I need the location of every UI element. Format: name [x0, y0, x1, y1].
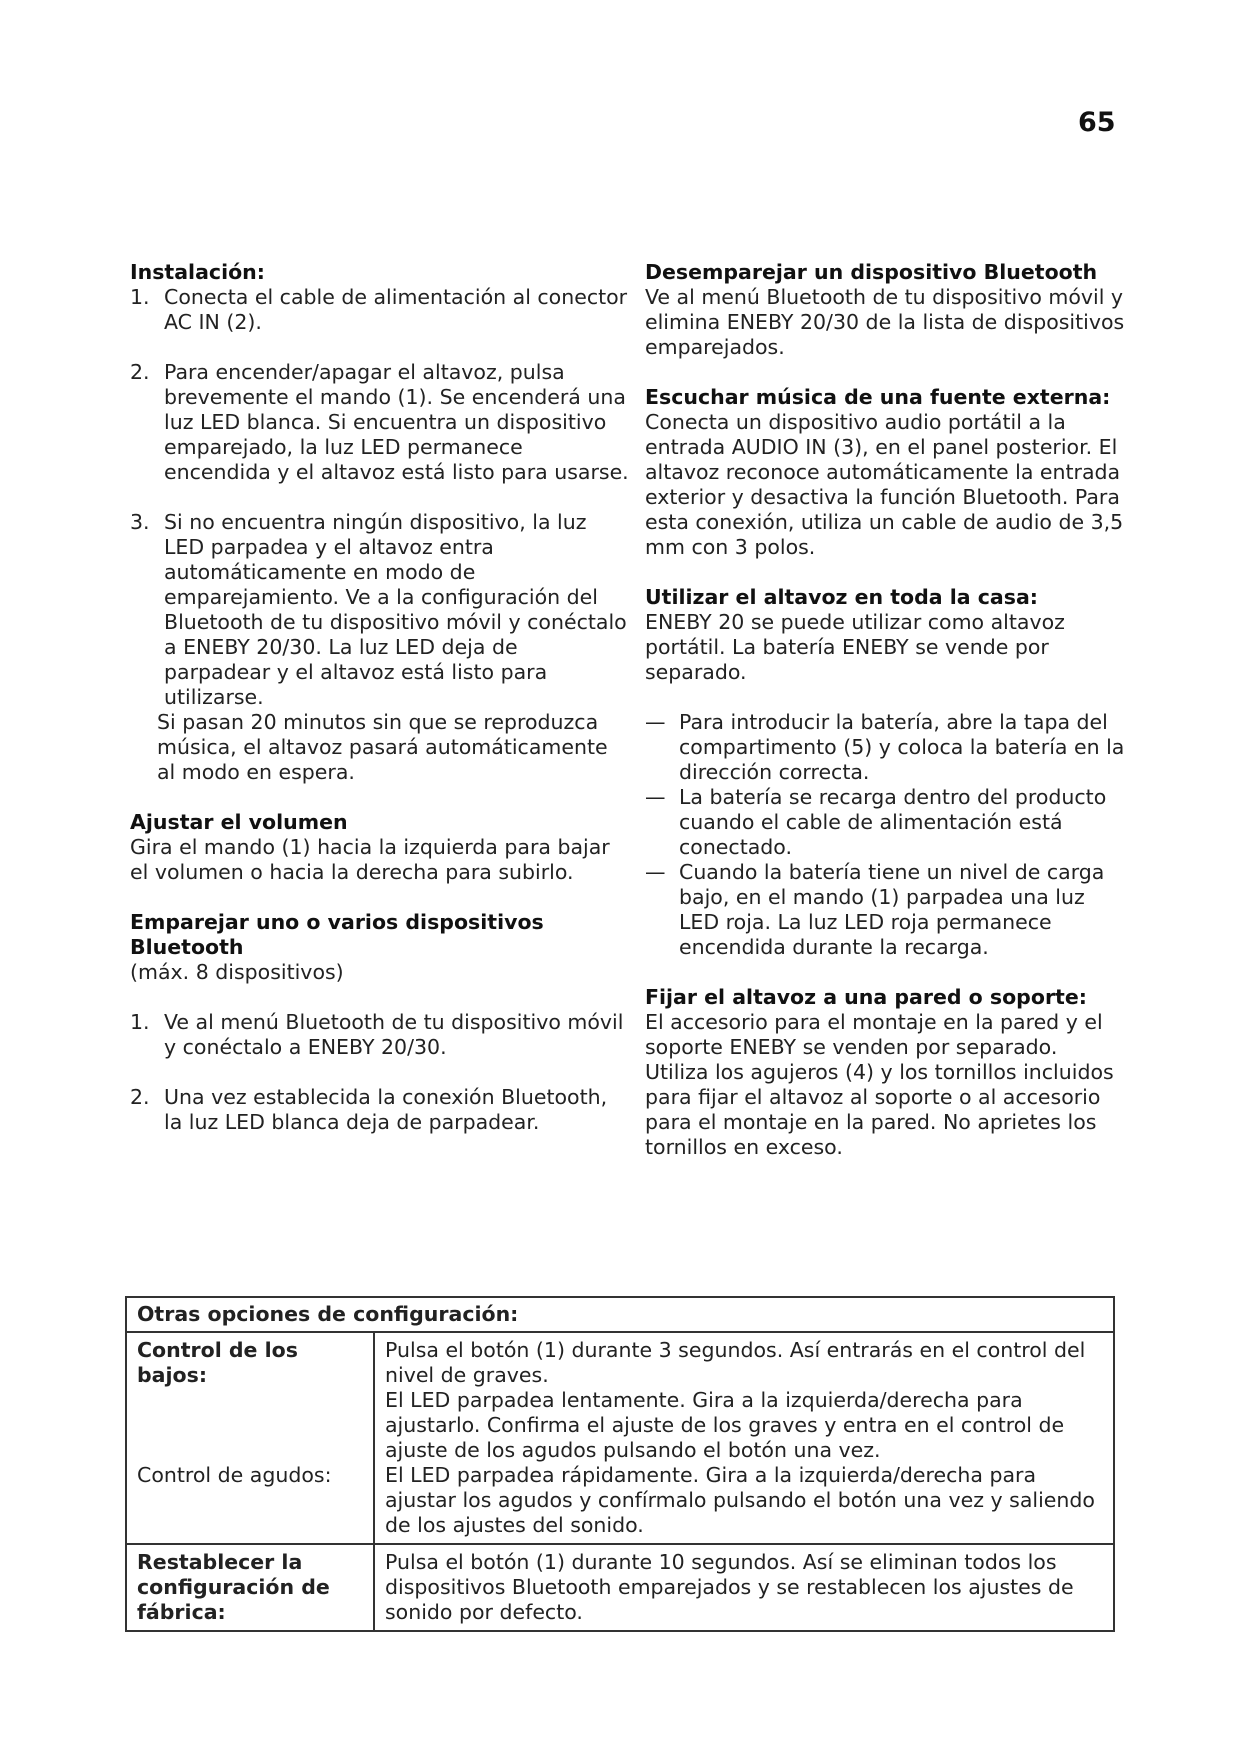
- left-column: [130, 260, 630, 1135]
- list-item: [645, 785, 1125, 860]
- list-item: [130, 510, 630, 710]
- list-text: Una vez establecida la conexión Bluetooth, la luz LED blanca deja de parpadear.: [164, 1085, 608, 1134]
- table-title-row: [126, 1297, 1114, 1332]
- section-emparejar: [130, 910, 630, 1135]
- section-text: ENEBY 20 se puede utilizar como altavoz portátil. La batería ENEBY se vende por separado.: [645, 610, 1065, 684]
- table-row: [126, 1332, 1114, 1544]
- list-text: Para introducir la batería, abre la tapa del compartimento (5) y coloca la batería en la dirección correcta.: [679, 710, 1125, 784]
- table-title: Otras opciones de configuración:: [126, 1297, 1114, 1332]
- section-heading: Ajustar el volumen: [130, 810, 348, 834]
- section-text: El accesorio para el montaje en la pared y el soporte ENEBY se venden por separado. Utiliza los agujeros (4) y los tornillos incluidos para fijar el altavoz al soporte o al accesorio para el montaje en la pared. No aprietes los tornillos en exceso.: [645, 1010, 1114, 1159]
- section-text: Ve al menú Bluetooth de tu dispositivo móvil y elimina ENEBY 20/30 de la lista de dispositivos emparejados.: [645, 285, 1125, 359]
- list-text: Cuando la batería tiene un nivel de carga bajo, en el mando (1) parpadea una luz LED roja. La luz LED roja permanece encendida durante la recarga.: [679, 860, 1105, 959]
- section-text: Gira el mando (1) hacia la izquierda para bajar el volumen o hacia la derecha para subirlo.: [130, 835, 610, 884]
- config-options-table: [125, 1296, 1115, 1632]
- standby-note: Si pasan 20 minutos sin que se reproduzca música, el altavoz pasará automáticamente al modo en espera.: [157, 710, 608, 784]
- bass-control-label: Control de los bajos:: [137, 1338, 298, 1387]
- treble-control-label: Control de agudos:: [137, 1463, 332, 1487]
- table-row: [126, 1544, 1114, 1631]
- section-heading: Desemparejar un dispositivo Bluetooth: [645, 260, 1098, 284]
- list-item: [645, 860, 1125, 960]
- section-heading: Escuchar música de una fuente externa:: [645, 385, 1111, 409]
- list-text: Ve al menú Bluetooth de tu dispositivo móvil y conéctalo a ENEBY 20/30.: [164, 1010, 624, 1059]
- factory-reset-label: Restablecer la configuración de fábrica:: [126, 1544, 374, 1631]
- list-number: 1.: [130, 285, 150, 309]
- dash-bullet: —: [645, 710, 666, 734]
- section-subtitle: (máx. 8 dispositivos): [130, 960, 344, 984]
- section-heading: Instalación:: [130, 260, 265, 284]
- section-volumen: [130, 810, 630, 885]
- list-number: 2.: [130, 1085, 150, 1109]
- bass-instruction-b: El LED parpadea lentamente. Gira a la izquierda/derecha para ajustarlo. Confirma el ajuste de los graves y entra en el control de ajuste de los agudos pulsando el botón una vez.: [385, 1388, 1065, 1462]
- list-item: [130, 285, 630, 335]
- list-item: [645, 710, 1125, 785]
- list-text: Conecta el cable de alimentación al conector AC IN (2).: [164, 285, 628, 334]
- bass-instruction-a: Pulsa el botón (1) durante 3 segundos. Así entrarás en el control del nivel de graves.: [385, 1338, 1086, 1387]
- section-desemparejar: [645, 260, 1125, 360]
- section-heading: Utilizar el altavoz en toda la casa:: [645, 585, 1038, 609]
- page-number: 65: [1078, 107, 1116, 138]
- factory-reset-instruction: Pulsa el botón (1) durante 10 segundos. Así se eliminan todos los dispositivos Bluetooth emparejados y se restablecen los ajustes de sonido por defecto.: [374, 1544, 1114, 1631]
- dash-bullet: —: [645, 785, 666, 809]
- section-instalacion: [130, 260, 630, 785]
- list-number: 1.: [130, 1010, 150, 1034]
- list-item: [130, 1085, 630, 1135]
- list-number: 2.: [130, 360, 150, 384]
- table-label-cell: [126, 1332, 374, 1544]
- list-item: [130, 360, 630, 485]
- section-escuchar: [645, 385, 1125, 560]
- section-heading: Emparejar uno o varios dispositivos Bluetooth: [130, 910, 544, 959]
- list-item: [130, 1010, 630, 1060]
- section-casa: [645, 585, 1125, 960]
- dash-bullet: —: [645, 860, 666, 884]
- list-text: Para encender/apagar el altavoz, pulsa brevemente el mando (1). Se encenderá una luz LED blanca. Si encuentra un dispositivo emparejado, la luz LED permanece encendida y el altavoz está listo para usarse.: [164, 360, 629, 484]
- treble-instruction: El LED parpadea rápidamente. Gira a la izquierda/derecha para ajustar los agudos y confírmalo pulsando el botón una vez y saliendo de los ajustes del sonido.: [385, 1463, 1095, 1537]
- table-value-cell: [374, 1332, 1114, 1544]
- list-text: Si no encuentra ningún dispositivo, la luz LED parpadea y el altavoz entra automáticamente en modo de emparejamiento. Ve a la configuración del Bluetooth de tu dispositivo móvil y conéctalo a ENEBY 20/30. La luz LED deja de parpadear y el altavoz está listo para utilizarse.: [164, 510, 627, 709]
- section-heading: Fijar el altavoz a una pared o soporte:: [645, 985, 1087, 1009]
- list-text: La batería se recarga dentro del producto cuando el cable de alimentación está conectado.: [679, 785, 1107, 859]
- right-column: [645, 260, 1125, 1160]
- section-pared: [645, 985, 1125, 1160]
- section-text: Conecta un dispositivo audio portátil a la entrada AUDIO IN (3), en el panel posterior. El altavoz reconoce automáticamente la entrada exterior y desactiva la función Bluetooth. Para esta conexión, utiliza un cable de audio de 3,5 mm con 3 polos.: [645, 410, 1124, 559]
- list-number: 3.: [130, 510, 150, 534]
